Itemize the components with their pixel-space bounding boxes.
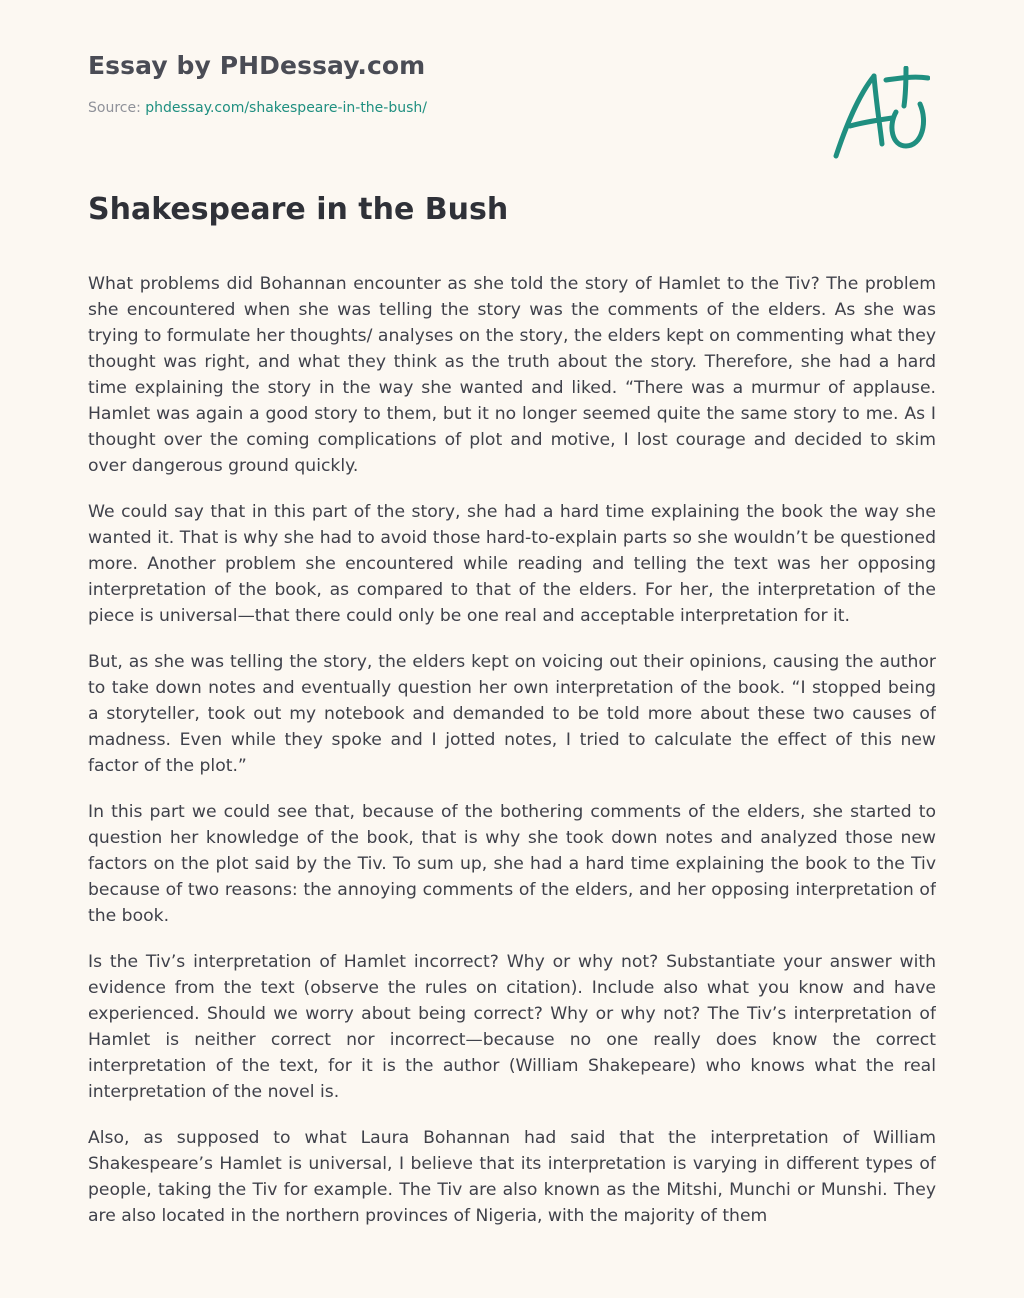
source-label: Source: xyxy=(88,100,141,116)
paragraph: What problems did Bohannan encounter as she told the story of Hamlet to the Tiv? The problem she encountered when she was telling the story was the comments of the elders. As she was trying to formulate her thoughts/ analyses on the story, the elders kept on commenting what they thought was right, and what they think as the truth about the story. Therefore, she had a hard time explaining the story in the way she wanted and liked. “There was a murmur of applause. Hamlet was again a good story to them, but it no longer seemed quite the same story to me. As I thought over the coming complications of plot and motive, I lost courage and decided to skim over dangerous ground quickly. xyxy=(88,274,936,476)
paragraph: In this part we could see that, because of the bothering comments of the elders, she started to question her knowledge of the book, that is why she took down notes and analyzed those new factors on the plot said by the Tiv. To sum up, she had a hard time explaining the book to the Tiv because of two reasons: the annoying comments of the elders, and her opposing interpretation of the book. xyxy=(88,802,936,926)
page-header xyxy=(88,50,936,170)
source-link[interactable]: phdessay.com/shakespeare-in-the-bush/ xyxy=(145,100,427,116)
brand-name: Essay by PHDessay.com xyxy=(88,51,426,80)
paragraph: But, as she was telling the story, the elders kept on voicing out their opinions, causing the author to take down notes and eventually question her own interpretation of the book. “I stopped being a storyteller, took out my notebook and demanded to be told more about these two causes of madness. Even while they spoke and I jotted notes, I tried to calculate the effect of this new factor of the plot.” xyxy=(88,652,936,776)
essay-body xyxy=(88,271,936,1249)
source-line xyxy=(88,98,936,118)
a-plus-logo-icon xyxy=(830,66,930,162)
page-title: Shakespeare in the Bush xyxy=(88,192,509,227)
paragraph: Also, as supposed to what Laura Bohannan had said that the interpretation of William Shakespeare’s Hamlet is universal, I believe that its interpretation is varying in different types of people, taking the Tiv for example. The Tiv are also known as the Mitshi, Munchi or Munshi. They are also located in the northern provinces of Nigeria, with the majority of them xyxy=(88,1128,936,1226)
paragraph: Is the Tiv’s interpretation of Hamlet incorrect? Why or why not? Substantiate your answer with evidence from the text (observe the rules on citation). Include also what you know and have experienced. Should we worry about being correct? Why or why not? The Tiv’s interpretation of Hamlet is neither correct nor incorrect—because no one really does know the correct interpretation of the text, for it is the author (William Shakepeare) who knows what the real interpretation of the novel is. xyxy=(88,952,936,1102)
paragraph: We could say that in this part of the story, she had a hard time explaining the book the way she wanted it. That is why she had to avoid those hard-to-explain parts so she wouldn’t be questioned more. Another problem she encountered while reading and telling the text was her opposing interpretation of the book, as compared to that of the elders. For her, the interpretation of the piece is universal—that there could only be one real and acceptable interpretation for it. xyxy=(88,502,936,626)
